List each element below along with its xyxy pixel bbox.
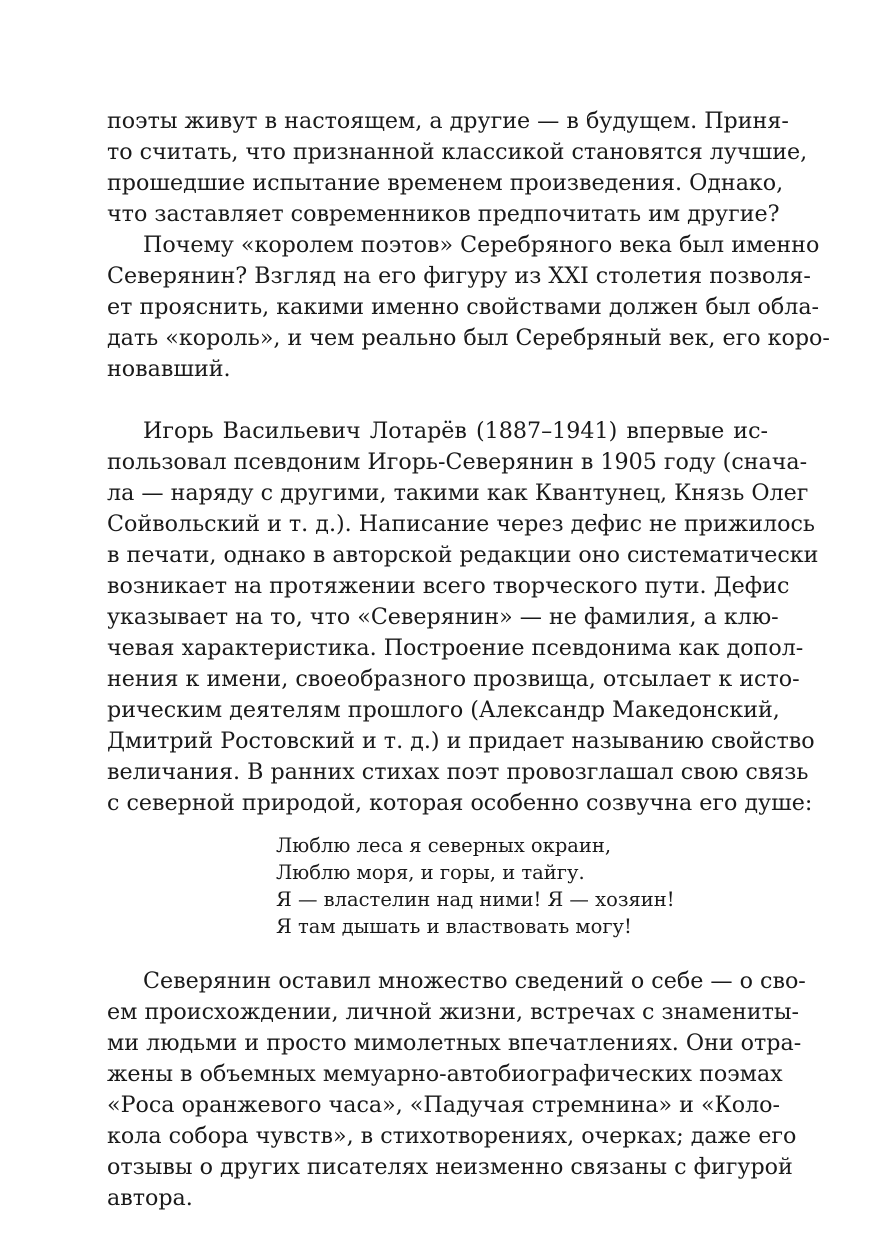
text-line: то считать, что признанной классикой становятся лучшие, (107, 139, 808, 165)
text-line: автора. (107, 1185, 193, 1211)
text-line: отзывы о других писателях неизменно связаны с фигурой (107, 1154, 793, 1180)
text-line: ем происхождении, личной жизни, встречах с знамениты- (107, 999, 800, 1025)
text-line: возникает на протяжении всего творческого пути. Дефис (107, 573, 790, 599)
text-line: кола собора чувств», в стихотворениях, очерках; даже его (107, 1123, 797, 1149)
text-line: нения к имени, своеобразного прозвища, отсылает к исто- (107, 666, 800, 692)
text-line: ми людьми и просто мимолетных впечатлениях. Они отра- (107, 1030, 802, 1056)
text-line: Сойвольский и т. д.). Написание через дефис не прижилось (107, 511, 815, 537)
text-line: указывает на то, что «Северянин» — не фамилия, а клю- (107, 604, 779, 630)
text-line: новавший. (107, 356, 231, 382)
text-line: поэты живут в настоящем, а другие — в будущем. Приня- (107, 108, 789, 134)
text-line: в печати, однако в авторской редакции оно систематически (107, 542, 819, 568)
verse-line: Я — властелин над ними! Я — хозяин! (276, 888, 675, 911)
text-line: Северянин оставил множество сведений о себе — о сво- (143, 968, 806, 994)
text-line: Дмитрий Ростовский и т. д.) и придает называнию свойство (107, 728, 815, 754)
text-line: ла — наряду с другими, такими как Квантунец, Князь Олег (107, 480, 809, 506)
text-line: что заставляет современников предпочитать им другие? (107, 201, 780, 227)
text-line: ет прояснить, какими именно свойствами должен был обла- (107, 294, 820, 320)
text-line: пользовал псевдоним Игорь-Северянин в 1905 году (снача- (107, 449, 808, 475)
text-line: Игорь Васильевич Лотарёв (1887–1941) впервые ис- (143, 418, 768, 444)
text-line: с северной природой, которая особенно созвучна его душе: (107, 790, 813, 816)
text-line: величания. В ранних стихах поэт провозглашал свою связь (107, 759, 809, 785)
text-line: прошедшие испытание временем произведения. Однако, (107, 170, 784, 196)
verse-line: Люблю леса я северных окраин, (276, 834, 612, 857)
verse-line: Я там дышать и властвовать могу! (276, 915, 632, 938)
text-line: Северянин? Взгляд на его фигуру из XXI столетия позволя- (107, 263, 811, 289)
text-line: дать «король», и чем реально был Серебряный век, его коро- (107, 325, 830, 351)
text-line: чевая характеристика. Построение псевдонима как допол- (107, 635, 804, 661)
text-line: рическим деятелям прошлого (Александр Македонский, (107, 697, 780, 723)
verse-line: Люблю моря, и горы, и тайгу. (276, 861, 585, 884)
text-line: жены в объемных мемуарно-автобиографических поэмах (107, 1061, 783, 1087)
text-line: «Роса оранжевого часа», «Падучая стремнина» и «Коло- (107, 1092, 781, 1118)
text-line: Почему «королем поэтов» Серебряного века был именно (143, 232, 820, 258)
